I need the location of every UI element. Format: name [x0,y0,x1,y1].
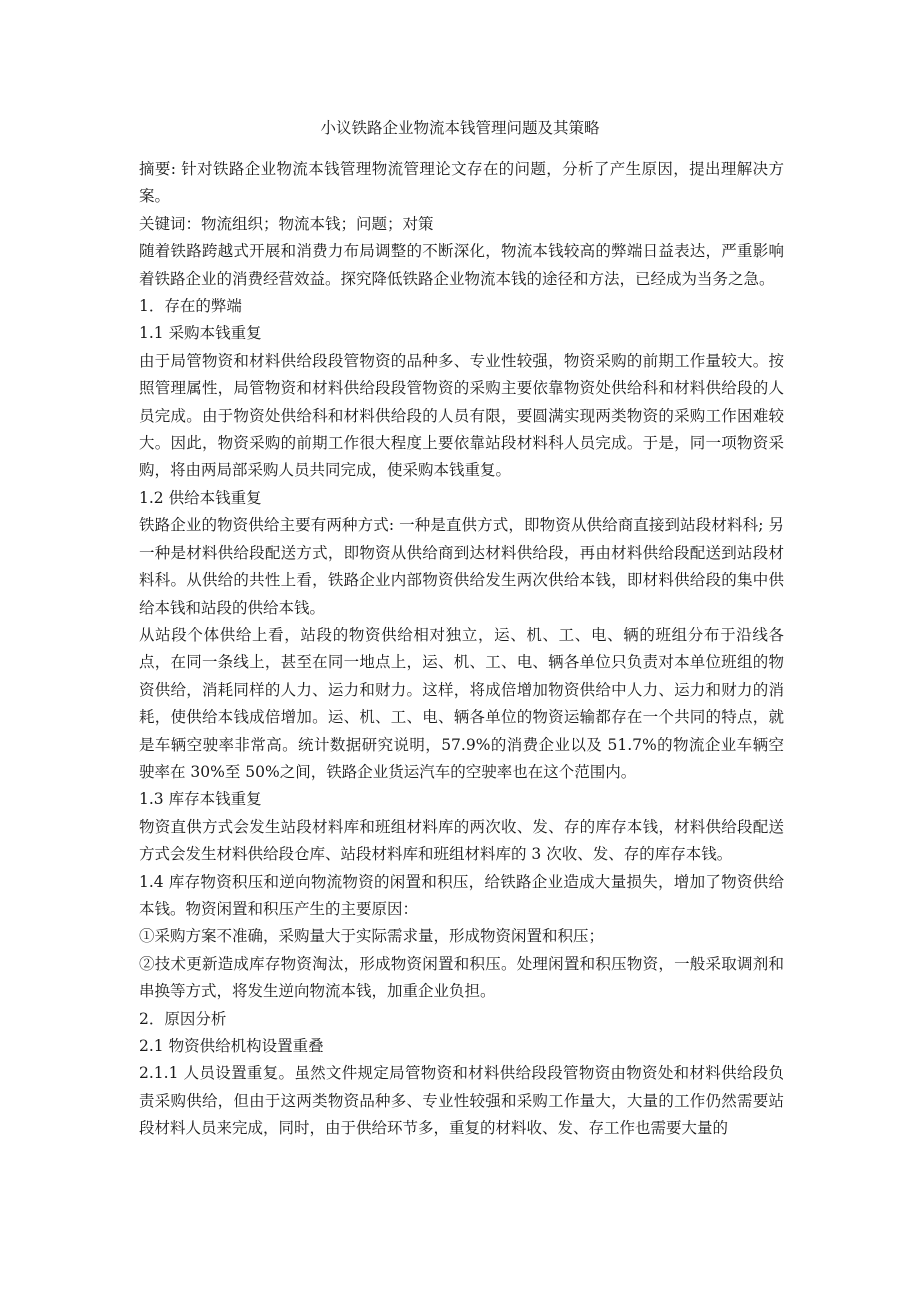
intro-paragraph: 随着铁路跨越式开展和消费力布局调整的不断深化，物流本钱较高的弊端日益表达，严重影响着铁路企业的消费经营效益。探究降低铁路企业物流本钱的途径和方法，已经成为当务之急。 [139,242,784,288]
abstract-paragraph: 摘要: 针对铁路企业物流本钱管理物流管理论文存在的问题，分析了产生原因，提出理解决方案。 [139,160,784,206]
body-paragraph: 铁路企业的物资供给主要有两种方式: 一种是直供方式，即物资从供给商直接到站段材料科; 另一种是材料供给段配送方式，即物资从供给商到达材料供给段，再由材料供给段配送到站段材料科。从供给的共性上看，铁路企业内部物资供给发生两次供给本钱，即材料供给段的集中供给本钱和站段的供给本钱。 [139,516,784,617]
document-title: 小议铁路企业物流本钱管理问题及其策略 [320,119,600,137]
subsection-heading: 1.1 采购本钱重复 [139,324,262,343]
section-heading: 1．存在的弊端 [139,297,242,316]
list-item: ②技术更新造成库存物资淘汰，形成物资闲置和积压。处理闲置和积压物资，一般采取调剂和串换等方式，将发生逆向物流本钱，加重企业负担。 [139,954,784,1001]
document-body [139,156,784,1143]
subsection-heading: 2.1 物资供给机构设置重叠 [139,1037,324,1055]
list-item: ①采购方案不准确，采购量大于实际需求量，形成物资闲置和积压； [139,927,605,946]
keywords-paragraph: 关键词：物流组织；物流本钱；问题；对策 [139,214,434,233]
body-paragraph: 由于局管物资和材料供给段段管物资的品种多、专业性较强，物资采购的前期工作量较大。按照管理属性，局管物资和材料供给段段管物资的采购主要依靠物资处供给科和材料供给段的人员完成。由于物资处供给科和材料供给段的人员有限，要圆满实现两类物资的采购工作困难较大。因此，物资采购的前期工作很大程度上要依靠站段材料科人员完成。于是，同一项物资采购，将由两局部采购人员共同完成，使采购本钱重复。 [139,351,784,480]
body-paragraph: 1.4 库存物资积压和逆向物流物资的闲置和积压，给铁路企业造成大量损失，增加了物资供给本钱。物资闲置和积压产生的主要原因： [139,872,784,918]
section-heading: 2．原因分析 [139,1009,227,1028]
subsection-heading: 1.2 供给本钱重复 [139,488,262,507]
body-paragraph: 从站段个体供给上看，站段的物资供给相对独立，运、机、工、电、辆的班组分布于沿线各点，在同一条线上，甚至在同一地点上，运、机、工、电、辆各单位只负责对本单位班组的物资供给，消耗同样的人力、运力和财力。这样，将成倍增加物资供给中人力、运力和财力的消耗，使供给本钱成倍增加。运、机、工、电、辆各单位的物资运输都存在一个共同的特点，就是车辆空驶率非常高。统计数据研究说明，57.9%的消费企业以及 51.7%的物流企业车辆空驶率在 30%至 50%之间，铁路企业货运汽车的空驶率也在这个范围内。 [139,625,784,781]
body-paragraph: 2.1.1 人员设置重复。虽然文件规定局管物资和材料供给段段管物资由物资处和材料供给段负责采购供给，但由于这两类物资品种多、专业性较强和采购工作量大，大量的工作仍然需要站段材料人员来完成，同时，由于供给环节多，重复的材料收、发、存工作也需要大量的 [139,1064,784,1138]
subsection-heading: 1.3 库存本钱重复 [139,790,262,809]
body-paragraph: 物资直供方式会发生站段材料库和班组材料库的两次收、发、存的库存本钱，材料供给段配送方式会发生材料供给段仓库、站段材料库和班组材料库的 3 次收、发、存的库存本钱。 [139,817,784,864]
